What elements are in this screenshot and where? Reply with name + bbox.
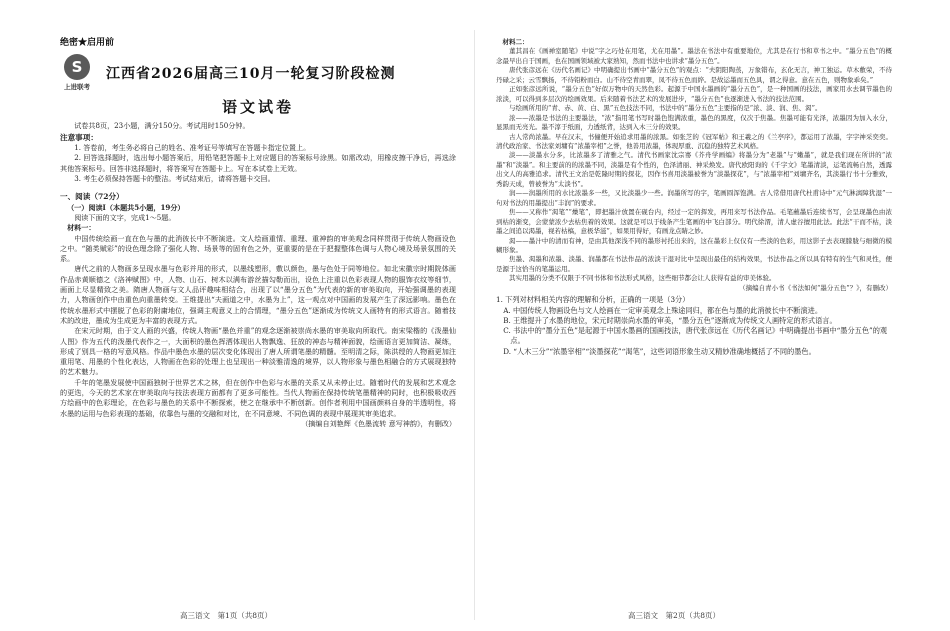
material2-paragraph: 浓——浓墨是书法的主要墨法，“浓”指用笔书写时墨色饱满浓重，墨色的黑度，仅次于焦墨。焦墨可能有光泽，浓墨因为加入水分，显黑而无亮光。墨不淳于纸面，力透纸背，达到入木三分的效果。 (496, 113, 892, 132)
right-page (478, 0, 950, 631)
notice-item: 2. 回答选择题时，选出每小题答案后，用铅笔把答题卡上对应题目的答案标号涂黑。如需改动，用橡皮擦干净后，再选涂其他答案标号。回答非选择题时，将答案写在答题卡上。写在本试卷上无效。 (60, 153, 456, 173)
exam-title: 江西省2026届高三10月一轮复习阶段检测 (106, 66, 396, 83)
logo-icon: S (64, 54, 90, 80)
notice-heading: 注意事项： (60, 132, 98, 142)
material2-paragraph: 渴——墨汁中的清而有神，是由其他深浅不同的墨形衬托出来的，这在墨彩上仅仅有一些淡的色彩，用这影子去表现朦胧与细微的模糊形象。 (496, 236, 892, 254)
material1-paragraph: 千年的笔墨发展使中国画独树于世界艺术之林，但在创作中色彩与水墨的关系又从未停止过。随着时代的发展和艺术观念的更迭，今天的艺术家在审美取向与技法表现方面都有了更多可能性。当代人物画在保持传统笔墨精神的同时，也积极吸收西方绘画中的色彩理论，在色彩与墨色的关系中不断探索，使之在继承中不断创新。创作者利用中国画颜料自身的半透明性，将水墨的运用与色彩表现的基础，依靠色与墨的交融和对比，在不同意境、不同色调的表现中展现其审美追求。 (60, 377, 456, 418)
material2-label: 材料二： (502, 38, 529, 46)
secret-label: 绝密★启用前 (60, 38, 115, 48)
material2-paragraph: 焦——又称作“渴笔”“燥笔”，即把墨汁放置在砚台内，经过一定的挥发，再用来写书法作品。毛笔蘸墨后连续书写，会呈现墨色由浓到枯的渐变，会蒙蒙浓少去枯焦着的效果。这就是可以于线条产生笔画的中飞白部分。明代徐渭，清人虚谷擅用此法。此法“干而不枯，淡墨之间追以渴墨，视若枯槁，意极华滋”，如果用得好，有画龙点睛之妙。 (496, 208, 892, 236)
material2-paragraph: 其实用墨的分类不仅限于不同书体和书法形式风格，这些细节都会让人获得有益的审美体验。 (509, 274, 776, 283)
reading-instruction: 阅读下面的文字，完成1～5题。 (74, 212, 176, 222)
logo-text: 上进联考 (64, 83, 90, 92)
notice-item: 1. 答卷前，考生务必将自己的姓名、准考证号等填写在答题卡指定位置上。 (74, 143, 311, 153)
footer-left: 高三语文 第1页（共8页） (180, 611, 273, 620)
material2-source: （摘编自青小书《书法如何“墨分五色”？》，有删改） (739, 283, 892, 292)
paper-title: 语文试卷 (221, 98, 294, 117)
question-stem: 1. 下列对材料相关内容的理解和分析，正确的一项是（3分） (496, 295, 690, 305)
exam-intro: 试卷共8页，23小题，满分150分。考试用时150分钟。 (74, 120, 250, 130)
material2-paragraph: 润——润墨所用的水比浓墨多一些，又比淡墨少一些。润墨所写的字，笔画圆浑饱满。古人常借用唐代杜甫诗中“元气淋漓障犹湿”一句对书法的用墨提出“丰润”的要求。 (496, 189, 892, 207)
question-option-b: B. 王维提升了水墨的地位，宋元时期崇尚水墨的审美，“墨分五色”逐渐成为传统文人画特定的形式语言。 (503, 315, 837, 325)
material1-source: （摘编自刘艳辉《色墨流转 意写神韵》，有删改） (301, 418, 456, 428)
question-option-a: A. 中国传统人物画设色与文人绘画在一定审美观念上殊途同归，都在色与墨的此消彼长中不断演进。 (503, 305, 823, 315)
left-page (0, 0, 470, 631)
material2-paragraph: 淡——淡墨水分多，比浓墨多了清雅之气。清代书画家沈宗骞《芥舟学画编》将墨分为“老墨”与“嫩墨”，就是我们现在所讲的“浓墨”和“淡墨”。和主要前的的浓墨不同，淡墨是有个性的，色泽清丽、神采焕发。唐代欧阳询的《千字文》笔墨清淡，运笔流畅自然，透露出文人的高雅追求。清代王文治是乾隆时期的探花，因作书喜用淡墨被誉为“淡墨探花”，与“浓墨宰相”刘墉齐名，其淡墨行书十分雅致，秀韵天成，曾被誉为“太淡书”。 (496, 151, 892, 188)
material-label: 材料一： (67, 223, 96, 233)
exam-header (60, 54, 456, 94)
section-heading: 一、阅读（72分） (60, 192, 124, 202)
material2-paragraph: 与绘画所用的“青、赤、黄、白、黑”五色技法不同，书法中的“墨分五色”主要指的是“浓、淡、润、焦、渴”。 (509, 104, 822, 113)
material2-paragraph: 焦墨、渴墨和浓墨、淡墨、润墨都在书法作品的浓淡干湿对比中呈现出最佳的结构效果，书法作品之所以具有特有的生气和灵性，便是源于这恰当的笔墨运用。 (496, 255, 892, 273)
footer-right: 高三语文 第2页（共8页） (628, 611, 721, 620)
material1-paragraph: 唐代之前的人物画多呈现水墨与色彩并用的形式，以墨线塑形，敷以颜色，墨与色处于同等地位。如北宋徽宗时期院体画作品赤黄顺德之《洛神赋图》中，人物、山石、树木以满布游丝描勾勒而出，设色上注重以色彩表现人物的服饰衣纹等细节，画面上尽显精致之美。隋唐人物画与文人品评趣味相结合，出现了以“墨分五色”为代表的新的审美取向，开始强调墨的表现力，人物画创作中由重色向重墨转变。王维提出“夫画道之中，水墨为上”，这一观点对中国画的发展产生了深远影响。墨色在传统水墨形式中摆脱了色彩的附庸地位，强调主观意义上的合情理，“墨分五色”逐渐成为传统文人画特有的形式语言。随着技术的改进，墨成为生成更为丰富的表现方式。 (60, 264, 456, 325)
question-option-c: C. 书法中的“墨分五色”是起源于中国水墨画的国画技法，唐代张彦远在《历代名画记》中明确提出书画中“墨分五色”的观点。 (503, 326, 888, 346)
publisher-logo (60, 54, 94, 94)
page-fold (474, 30, 475, 620)
material2-paragraph: 唐代张彦远在《历代名画记》中明确提出书画中“墨分五色”的观点：“夫阴阳陶蒸，万象错布，玄化无言，神工独运。草木敷荣，不待丹碌之采；云雪飘扬，不待铅粉而白。山不待空青而翠，凤不待五色而綷。是故运墨而五色具，谓之得意。意在五色，则物象乖矣。” (496, 66, 892, 84)
notice-item: 3. 考生必须保持答题卡的整洁。考试结束后，请将答题卡交回。 (74, 174, 275, 184)
subsection-heading: （一）阅读Ⅰ（本题共5小题，19分） (67, 202, 185, 212)
material2-paragraph: 古人常尚浓墨。早在汉末，书僮便开始追求用墨的浓黑。如张芝的《冠军帖》和王羲之的《兰亭序》，都运用了浓墨，字字神采奕奕。清代政治家、书法家刘墉有“浓墨宰相”之誉，他善用浓墨，体现厚重、沉稳的独特艺术风格。 (496, 132, 892, 150)
question-option-d: D. “人木三分”“浓墨宰相”“淡墨探花”“渴笔”，这些词语形象生动又精妙准确地概括了不同的墨色。 (503, 346, 816, 356)
material2-paragraph: 董其昌在《画禅室随笔》中说“字之巧处在用笔，尤在用墨”。墨法在书法中有重要地位，尤其是在行书和草书之中。“墨分五色”的概念最早出自于国画，也在国画领域被大家熟知，然而书法中也讲求“墨分五色”。 (496, 47, 892, 65)
material1-paragraph: 中国传统绘画一直在色与墨的此消彼长中不断演进。文人绘画重情、重理、重神韵的审美观念同样贯彻于传统人物画设色之中。“随类赋彩”的设色理念除了强化人物、场景等的固有色之外，更重要的是在于把握整体色调与人物心境及场景氛围的关系。 (60, 233, 456, 264)
material1-paragraph: 在宋元时期，由于文人画的兴盛，传统人物画“墨色并重”的观念逐渐被崇尚水墨的审美取向所取代。南宋梁楷的《泼墨仙人图》作为五代的泼墨代表作之一，大面积的墨色挥洒体现出人物飘逸、狂放的神态与精神面貌，绘画语言更加简洁、凝练，形成了别具一格的写意风格。作品中墨色水墨的层次变化体现出了唐人所谓笔墨的精髓。至明清之际，陈洪绶的人物画更加注重用笔、用墨的个性化表达，人物画在色彩的处理上也呈现出一种淡雅清逸的境界，以人物形象与墨色相融合的方式展现独特的艺术魅力。 (60, 326, 456, 377)
material2-paragraph: 正如张彦远所说，“墨分五色”好似万物中的天然色彩。起源于中国水墨画的“墨分五色”，是一种国画的技法，画家用水去调节墨色的浓淡，可以得到多层次的绘画效果。后来随着书法艺术的发展进步，“墨分五色”也逐渐进入书法的技法范围。 (496, 85, 892, 103)
